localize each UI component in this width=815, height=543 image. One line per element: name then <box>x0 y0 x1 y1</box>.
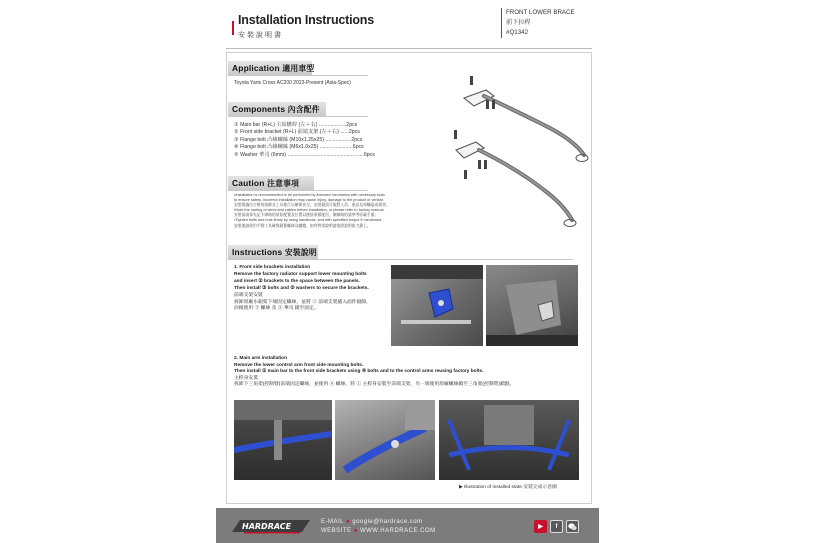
caution-heading <box>228 176 314 190</box>
caption-arrow-icon: ▶ <box>459 485 465 490</box>
bolt-icon <box>486 100 489 109</box>
caution-line: to ensure safety. Incorrect installation may cause injury, damage to the product or vehicle. <box>234 198 385 203</box>
instructions-heading <box>228 245 318 259</box>
contact-info <box>321 518 436 536</box>
bolt-icon <box>484 160 487 169</box>
list-item: ④ Flange bolt 凸緣螺絲 (M6x1.0x25) .......................6pcs <box>234 144 364 151</box>
step-2-line: Then install ① main bar to the front side brackets using ④ bolts and to the control arms reusing factory bolts. <box>234 369 484 375</box>
bolt-icon <box>454 130 457 139</box>
logo-text: HARDRACE <box>242 522 292 531</box>
list-item: ① Main bar (R+L) 主結構桿 (左＋右) ...................2pcs <box>234 122 358 128</box>
bolt-icon <box>492 100 495 109</box>
application-heading-en: Application <box>232 63 280 73</box>
email-label: E-MAIL <box>321 519 344 525</box>
main-bar-upper <box>484 96 584 155</box>
step-1-line: Remove the factory radiator support lower mounting bolts <box>234 271 367 277</box>
step-2-line-cn: 拆卸下三角架(控制臂)前端固定螺絲，並使用 ④ 螺絲，將 ① 主桿身安裝至前端支架，另一端使用原廠螺絲鎖至三角架(控制臂)鎖點。 <box>234 382 515 388</box>
instructions-underline <box>228 259 573 260</box>
instruction-sheet <box>216 0 599 543</box>
footer <box>216 508 599 543</box>
step-1 <box>234 265 406 313</box>
step-1-photo-left <box>391 265 483 346</box>
hardrace-logo <box>230 516 314 536</box>
bolt-icon <box>470 76 473 85</box>
application-vehicle: Toyota Yaris Cross AC200 2023-Present (Asia-Spec) <box>234 80 351 86</box>
page-title-cn: 安裝說明書 <box>238 31 283 39</box>
social-icons <box>534 520 579 533</box>
step-1-line-cn: 而後使用 ③ 螺絲 及 ⑤ 華司 鎖至固定。 <box>234 306 319 312</box>
step-1-line: and insert ② brackets to the space between the panels. <box>234 278 360 284</box>
website-line <box>321 527 436 536</box>
caution-line: 安裝建議由合格的技師及工具進行以確保安全，安裝錯誤可能對人員、產品及車輛造成傷害。 <box>234 203 390 208</box>
instructions-heading-cn: 安裝說明 <box>284 248 317 257</box>
step-2-photo-1 <box>234 400 332 480</box>
header-divider <box>226 48 592 49</box>
caution-underline <box>228 190 368 191</box>
application-heading <box>228 61 315 75</box>
wechat-icon[interactable] <box>566 520 579 533</box>
caution-heading-en: Caution <box>232 178 265 188</box>
product-name-cn: 前下拉桿 <box>506 19 531 26</box>
part-number: #Q1342 <box>506 29 529 36</box>
instructions-heading-en: Instructions <box>232 247 283 257</box>
step-2 <box>234 356 574 389</box>
main-bar-lower <box>479 150 572 220</box>
list-item: ⑤ Washer 華司 (6mm) .....................................................6pcs <box>234 151 375 158</box>
youtube-icon[interactable]: ▶ <box>534 520 547 533</box>
components-underline <box>228 116 368 117</box>
components-list <box>234 122 375 159</box>
caution-line: •Note the routing of wires and cables before installation, or please refer to factory manual. <box>234 208 385 213</box>
step-1-photo-right <box>486 265 578 346</box>
caution-line: •Tighten bolts and nuts firmly by using handtools, and with specified torque if mentioned. <box>234 218 383 223</box>
application-heading-cn: 適用車型 <box>282 64 315 73</box>
step-1-title: 1. Front side brackets installation <box>234 265 311 270</box>
page-title: Installation Instructions <box>238 13 374 27</box>
website-label: WEBSITE <box>321 528 352 534</box>
application-underline <box>228 75 368 76</box>
step-2-title: 2. Main arm installation <box>234 356 288 361</box>
bushing-shape <box>564 220 576 227</box>
components-heading <box>228 102 326 116</box>
bullet-icon: ● <box>353 528 358 534</box>
caution-line: •Installation is recommended to be performed by licensed mechanics with necessary tools <box>234 193 385 197</box>
step-1-line-cn: 拆卸原廠水箱架下端固定螺絲，並將 ② 前端支架插入面件縫隙， <box>234 299 371 305</box>
components-heading-en: Components <box>232 104 286 114</box>
bolt-icon <box>478 160 481 169</box>
parts-diagram <box>434 70 594 240</box>
accent-bar <box>232 21 234 35</box>
list-item: ② Front side bracket (R+L) 前端支架 (左＋右) ......2pcs <box>234 129 360 136</box>
installed-caption <box>459 483 557 490</box>
caption-text: Illustration of installed state 安裝完成示意圖 <box>464 485 557 490</box>
step-2-line: Remove the lower control arm front side mounting bolts. <box>234 362 364 368</box>
list-item: ③ Flange bolt 凸緣螺絲 (M10x1.25x25) ..................2pcs <box>234 136 363 143</box>
product-name: FRONT LOWER BRACE <box>506 9 575 16</box>
bolt-icon <box>464 170 467 179</box>
email-link[interactable]: google@hardrace.com <box>352 519 423 525</box>
caution-text <box>234 193 434 229</box>
step-1-title-cn: 前端支架安裝 <box>234 292 263 298</box>
caution-line: 安裝後請使用手動工具確實鎖緊螺絲及螺帽，如有特別說明請依照說明扭力鎖上。 <box>234 223 371 228</box>
step-1-line: Then install ③ bolts and ⑤ washers to secure the brackets. <box>234 285 369 291</box>
bullet-icon: ● <box>345 519 351 525</box>
step-2-photo-2 <box>335 400 435 480</box>
caution-heading-cn: 注意事項 <box>267 179 300 188</box>
product-header <box>501 8 575 38</box>
website-link[interactable]: WWW.HARDRACE.COM <box>359 528 436 534</box>
step-2-title-cn: 主桿身安裝 <box>234 375 258 381</box>
step-2-photo-installed <box>439 400 579 480</box>
caution-line: 安裝前請事先記下線路的原始配置及位置以便依原樣配回，無線路的請參考原廠手冊。 <box>234 213 379 218</box>
email-line <box>321 518 436 527</box>
facebook-icon[interactable]: f <box>550 520 563 533</box>
title-block <box>238 13 374 40</box>
components-heading-cn: 內含配件 <box>287 105 320 114</box>
